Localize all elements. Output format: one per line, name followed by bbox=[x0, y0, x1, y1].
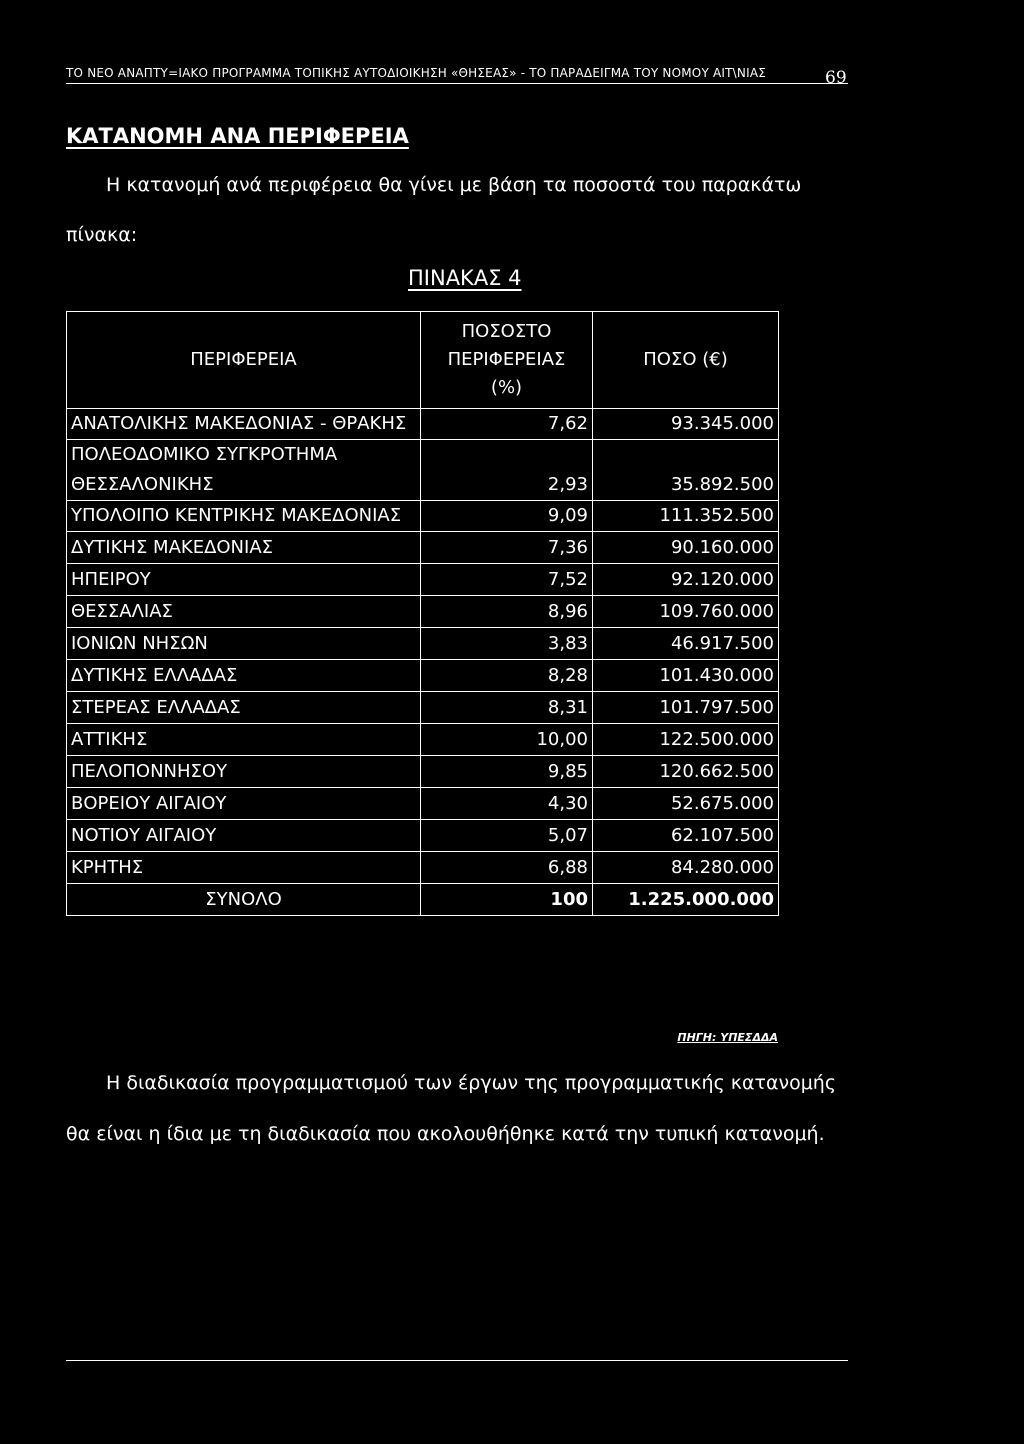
table-row bbox=[67, 788, 779, 820]
region-amount: 122.500.000 bbox=[593, 724, 779, 756]
region-percentage: 2,93 bbox=[421, 440, 593, 501]
region-percentage: 10,00 bbox=[421, 724, 593, 756]
region-amount: 109.760.000 bbox=[593, 596, 779, 628]
region-name: ΚΡΗΤΗΣ bbox=[67, 852, 421, 884]
region-name: ΘΕΣΣΑΛΙΑΣ bbox=[67, 596, 421, 628]
region-amount: 93.345.000 bbox=[593, 409, 779, 440]
region-name: ΣΤΕΡΕΑΣ ΕΛΛΑΔΑΣ bbox=[67, 692, 421, 724]
table-row bbox=[67, 532, 779, 564]
region-name: ΒΟΡΕΙΟΥ ΑΙΓΑΙΟΥ bbox=[67, 788, 421, 820]
intro-paragraph: Η κατανομή ανά περιφέρεια θα γίνει με βάση τα ποσοστά του παρακάτω πίνακα: bbox=[66, 174, 802, 246]
region-percentage: 8,96 bbox=[421, 596, 593, 628]
header-percentage-line1: ΠΟΣΟΣΤΟ bbox=[461, 321, 552, 342]
region-amount: 101.430.000 bbox=[593, 660, 779, 692]
region-name: ΑΝΑΤΟΛΙΚΗΣ ΜΑΚΕΔΟΝΙΑΣ - ΘΡΑΚΗΣ bbox=[67, 409, 421, 440]
region-percentage: 5,07 bbox=[421, 820, 593, 852]
closing-paragraph: Η διαδικασία προγραμματισμού των έργων της προγραμματικής κατανομής θα είναι η ίδια με τη διαδικασία που ακολουθήθηκε κατά την τυπική κατανομή. bbox=[66, 1072, 836, 1145]
table-row bbox=[67, 852, 779, 884]
region-percentage: 8,28 bbox=[421, 660, 593, 692]
header-percentage-line2: ΠΕΡΙΦΕΡΕΙΑΣ bbox=[447, 349, 566, 370]
region-name: ΥΠΟΛΟΙΠΟ ΚΕΝΤΡΙΚΗΣ ΜΑΚΕΔΟΝΙΑΣ bbox=[67, 501, 421, 532]
region-percentage: 7,52 bbox=[421, 564, 593, 596]
region-percentage: 3,83 bbox=[421, 628, 593, 660]
region-percentage: 6,88 bbox=[421, 852, 593, 884]
page-number: 69 bbox=[825, 68, 847, 88]
region-name: ΔΥΤΙΚΗΣ ΜΑΚΕΔΟΝΙΑΣ bbox=[67, 532, 421, 564]
region-amount: 35.892.500 bbox=[593, 440, 779, 501]
table-row bbox=[67, 628, 779, 660]
region-amount: 52.675.000 bbox=[593, 788, 779, 820]
region-amount: 62.107.500 bbox=[593, 820, 779, 852]
region-percentage: 4,30 bbox=[421, 788, 593, 820]
table-row bbox=[67, 724, 779, 756]
region-name: ΗΠΕΙΡΟΥ bbox=[67, 564, 421, 596]
table-row bbox=[67, 660, 779, 692]
regions-table bbox=[66, 311, 779, 916]
region-name: ΠΟΛΕΟΔΟΜΙΚΟ ΣΥΓΚΡΟΤΗΜΑ ΘΕΣΣΑΛΟΝΙΚΗΣ bbox=[67, 440, 421, 501]
region-name: ΝΟΤΙΟΥ ΑΙΓΑΙΟΥ bbox=[67, 820, 421, 852]
region-amount: 111.352.500 bbox=[593, 501, 779, 532]
region-name: ΑΤΤΙΚΗΣ bbox=[67, 724, 421, 756]
region-percentage: 8,31 bbox=[421, 692, 593, 724]
region-name: ΠΕΛΟΠΟΝΝΗΣΟΥ bbox=[67, 756, 421, 788]
bottom-rule bbox=[66, 1360, 848, 1361]
table-header-row bbox=[67, 312, 779, 409]
section-title: ΚΑΤΑΝΟΜΗ ΑΝΑ ΠΕΡΙΦΕΡΕΙΑ bbox=[66, 124, 409, 148]
table-row bbox=[67, 692, 779, 724]
table-row bbox=[67, 564, 779, 596]
total-label: ΣΥΝΟΛΟ bbox=[67, 884, 421, 916]
running-header: ΤΟ ΝΕΟ ΑΝΑΠΤΥ=ΙΑΚΟ ΠΡΟΓΡΑΜΜΑ ΤΟΠΙΚΗΣ ΑΥΤΟΔΙΟΙΚΗΣΗ «ΘΗΣΕΑΣ» - ΤΟ ΠΑΡΑΔΕΙΓΜΑ ΤΟΥ ΝΟΜΟΥ ΑΙΤ\ΝΙΑΣ bbox=[66, 66, 848, 84]
table-row bbox=[67, 820, 779, 852]
region-name: ΔΥΤΙΚΗΣ ΕΛΛΑΔΑΣ bbox=[67, 660, 421, 692]
table-row bbox=[67, 501, 779, 532]
header-amount: ΠΟΣΟ (€) bbox=[593, 312, 779, 409]
table-row bbox=[67, 440, 779, 501]
region-percentage: 9,85 bbox=[421, 756, 593, 788]
region-percentage: 7,62 bbox=[421, 409, 593, 440]
region-amount: 84.280.000 bbox=[593, 852, 779, 884]
total-percentage: 100 bbox=[421, 884, 593, 916]
table-title: ΠΙΝΑΚΑΣ 4 bbox=[408, 266, 522, 290]
source-note: ΠΗΓΗ: ΥΠΕΣΔΔΑ bbox=[677, 1031, 778, 1044]
region-name: ΙΟΝΙΩΝ ΝΗΣΩΝ bbox=[67, 628, 421, 660]
header-region: ΠΕΡΙΦΕΡΕΙΑ bbox=[67, 312, 421, 409]
region-percentage: 7,36 bbox=[421, 532, 593, 564]
table-row bbox=[67, 756, 779, 788]
table-row bbox=[67, 596, 779, 628]
table-row bbox=[67, 409, 779, 440]
region-amount: 92.120.000 bbox=[593, 564, 779, 596]
header-percentage-line3: (%) bbox=[490, 377, 523, 398]
total-amount: 1.225.000.000 bbox=[593, 884, 779, 916]
region-amount: 101.797.500 bbox=[593, 692, 779, 724]
region-amount: 46.917.500 bbox=[593, 628, 779, 660]
header-percentage bbox=[421, 312, 593, 409]
table-total-row bbox=[67, 884, 779, 916]
region-amount: 120.662.500 bbox=[593, 756, 779, 788]
region-amount: 90.160.000 bbox=[593, 532, 779, 564]
region-percentage: 9,09 bbox=[421, 501, 593, 532]
